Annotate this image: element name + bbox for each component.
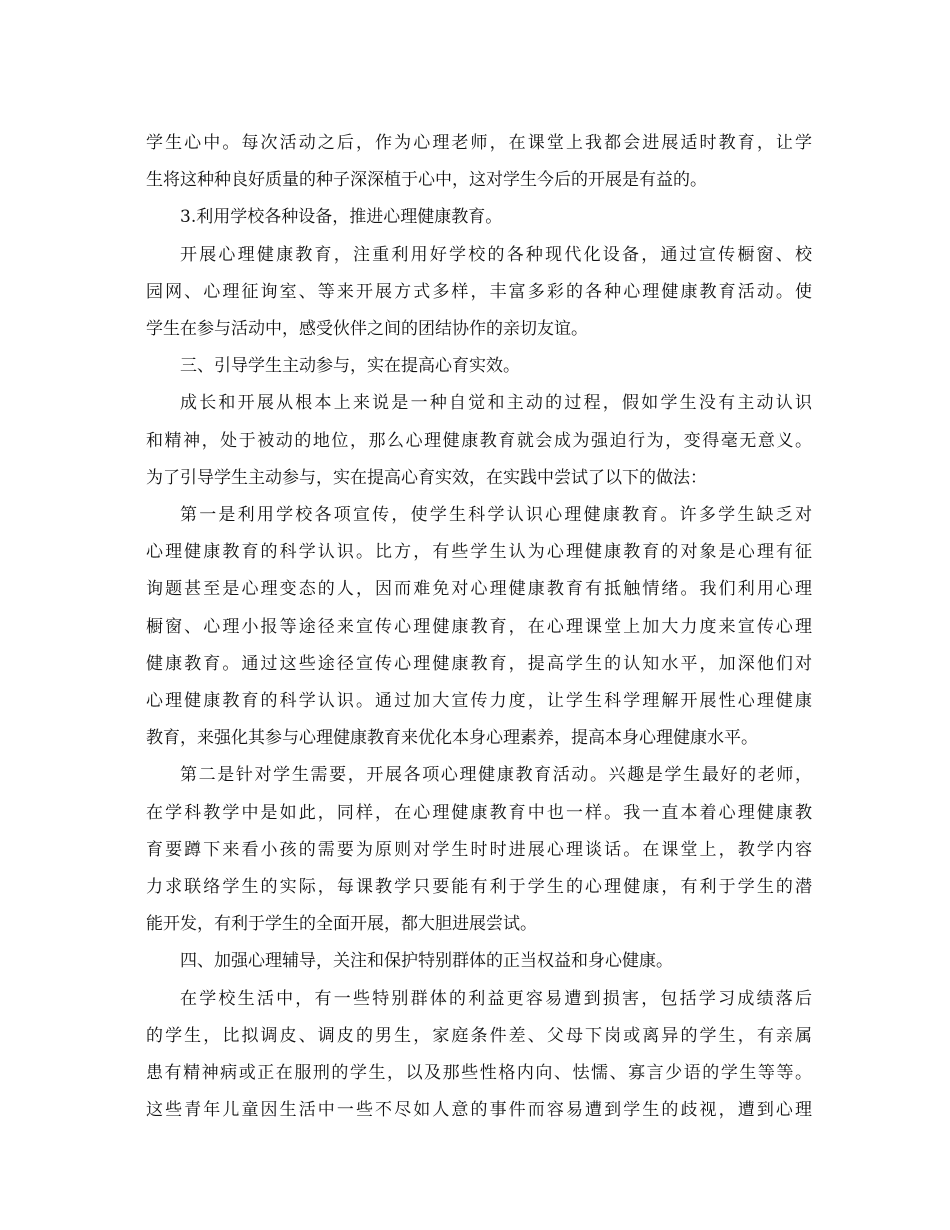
text-line: 心理健康教育的科学认识。比方，有些学生认为心理健康教育的对象是心理有征 — [146, 542, 812, 563]
text-line: 学生在参与活动中，感受伙伴之间的团结协作的亲切友谊。 — [146, 319, 588, 340]
text-line: 四、加强心理辅导，关注和保护特别群体的正当权益和身心健康。 — [180, 951, 673, 972]
text-line: 学生心中。每次活动之后，作为心理老师，在课堂上我都会进展适时教育，让学 — [146, 133, 812, 153]
text-line: 和精神，处于被动的地位，那么心理健康教育就会成为强迫行为，变得毫无意义。 — [146, 430, 812, 451]
text-line: 开展心理健康教育，注重利用好学校的各种现代化设备，通过宣传橱窗、校 — [180, 244, 812, 265]
text-line: 询题甚至是心理变态的人，因而难免对心理健康教育有抵触情绪。我们利用心理 — [146, 579, 812, 600]
text-line: 育要蹲下来看小孩的需要为原则对学生时时进展心理谈话。在课堂上，教学内容 — [146, 839, 812, 860]
text-line: 教育，来强化其参与心理健康教育来优化本身心理素养，提高本身心理健康水平。 — [146, 728, 758, 749]
document-body — [146, 125, 812, 1129]
text-line: 心理健康教育的科学认识。通过加大宣传力度，让学生科学理解开展性心理健康 — [146, 691, 812, 712]
text-line: 三、引导学生主动参与，实在提高心育实效。 — [180, 356, 520, 377]
text-line: 第一是利用学校各项宣传，使学生科学认识心理健康教育。许多学生缺乏对 — [180, 505, 812, 526]
text-line: 在学科教学中是如此，同样，在心理健康教育中也一样。我一直本着心理健康教 — [146, 802, 812, 823]
text-line: 园网、心理征询室、等来开展方式多样，丰富多彩的各种心理健康教育活动。使 — [146, 281, 812, 302]
text-line: 的学生，比拟调皮、调皮的男生，家庭条件差、父母下岗或离异的学生，有亲属 — [146, 1025, 812, 1046]
text-line: 在学校生活中，有一些特别群体的利益更容易遭到损害，包括学习成绩落后 — [180, 988, 812, 1009]
text-line: 患有精神病或正在服刑的学生，以及那些性格内向、怯懦、寡言少语的学生等等。 — [146, 1063, 812, 1084]
text-line: 橱窗、心理小报等途径来宣传心理健康教育，在心理课堂上加大力度来宣传心理 — [146, 616, 812, 637]
text-line: 能开发，有利于学生的全面开展，都大胆进展尝试。 — [146, 914, 537, 935]
text-line: 为了引导学生主动参与，实在提高心育实效，在实践中尝试了以下的做法： — [146, 467, 707, 488]
text-line: 力求联络学生的实际，每课教学只要能有利于学生的心理健康，有利于学生的潜 — [146, 877, 812, 898]
text-line: 生将这种种良好质量的种子深深植于心中，这对学生今后的开展是有益的。 — [146, 170, 707, 191]
text-line: 3.利用学校各种设备，推进心理健康教育。 — [180, 207, 503, 228]
text-line: 这些青年儿童因生活中一些不尽如人意的事件而容易遭到学生的歧视，遭到心理 — [146, 1100, 812, 1121]
text-line: 成长和开展从根本上来说是一种自觉和主动的过程，假如学生没有主动认识 — [180, 393, 812, 414]
text-line: 第二是针对学生需要，开展各项心理健康教育活动。兴趣是学生最好的老师， — [180, 765, 812, 786]
text-line: 健康教育。通过这些途径宣传心理健康教育，提高学生的认知水平，加深他们对 — [146, 653, 812, 674]
